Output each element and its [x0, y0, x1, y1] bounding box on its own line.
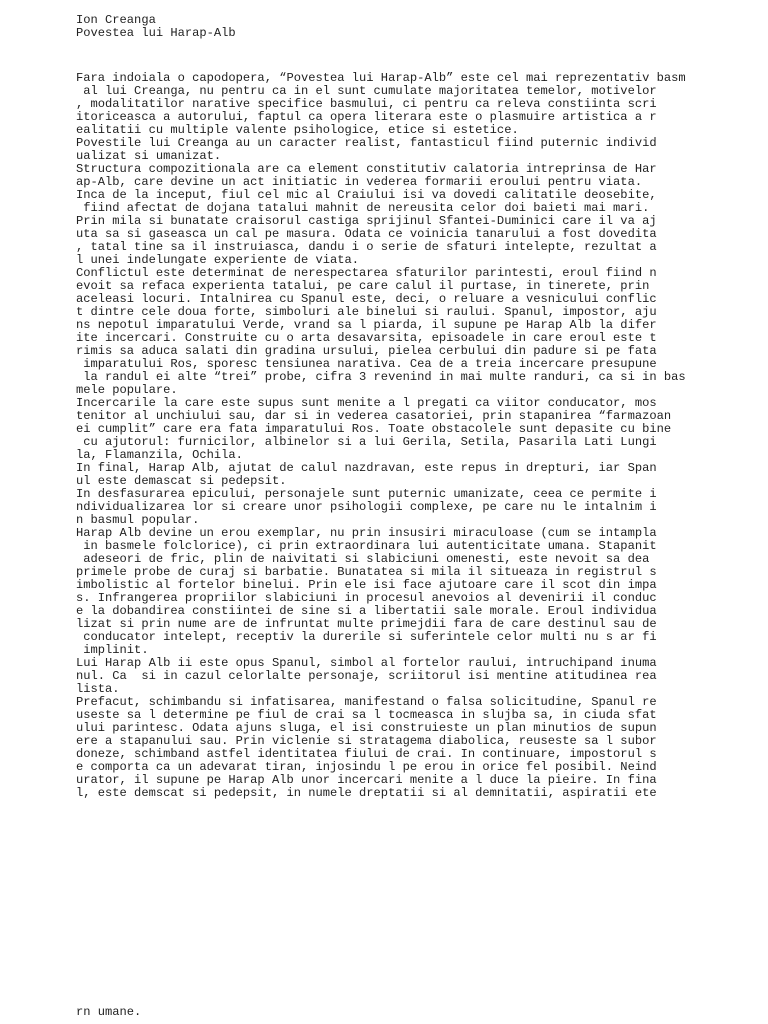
text-line: uta sa si gaseasca un cal pe masura. Odata ce voinicia tanarului a fost dovedita — [76, 227, 657, 241]
text-line: evoit sa refaca experienta tatalui, pe care calul il purtase, in tinerete, prin — [76, 279, 650, 293]
text-line: in basmele folclorice), ci prin extraordinara lui autenticitate umana. Stapanit — [76, 539, 657, 553]
text-line: Prin mila si bunatate craisorul castiga sprijinul Sfantei-Duminici care il va aj — [76, 214, 657, 228]
text-line: nul. Ca si in cazul celorlalte personaje, scriitorul isi mentine atitudinea rea — [76, 669, 657, 683]
text-line: In desfasurarea epicului, personajele sunt puternic umanizate, ceea ce permite i — [76, 487, 657, 501]
text-line: l, este demscat si pedepsit, in numele dreptatii si al demnitatii, aspiratii ete — [76, 786, 657, 800]
text-line: al lui Creanga, nu pentru ca in el sunt cumulate majoritatea temelor, motivelor — [76, 84, 657, 98]
text-line: Harap Alb devine un erou exemplar, nu prin insusiri miraculoase (cum se intampla — [76, 526, 657, 540]
text-line: e comporta ca un adevarat tiran, injosindu l pe erou in orice fel posibil. Neind — [76, 760, 657, 774]
text-line: mele populare. — [76, 383, 178, 397]
text-line: la, Flamanzila, Ochila. — [76, 448, 243, 462]
text-line: fiind afectat de dojana tatalui mahnit de nereusita celor doi baieti mai mari. — [76, 201, 650, 215]
text-line: implinit. — [76, 643, 149, 657]
text-line: Fara indoiala o capodopera, “Povestea lui Harap-Alb” este cel mai reprezentativ basm — [76, 71, 686, 85]
text-line: Prefacut, schimbandu si infatisarea, manifestand o falsa solicitudine, Spanul re — [76, 695, 657, 709]
text-line: imparatului Ros, sporesc tensiunea narativa. Cea de a treia incercare presupune — [76, 357, 657, 371]
text-line: adeseori de fric, plin de naivitati si slabiciuni omenesti, este nevoit sa dea — [76, 552, 650, 566]
text-line: tenitor al unchiului sau, dar si in vederea casatoriei, prin stapanirea “farmazoan — [76, 409, 672, 423]
author-name: Ion Creanga — [76, 13, 156, 27]
continuation-line: rn umane. — [76, 1005, 142, 1019]
text-line: la randul ei alte “trei” probe, cifra 3 revenind in mai multe randuri, ca si in bas — [76, 370, 686, 384]
text-line: ndividualizarea lor si creare unor psihologii complexe, pe care nu le intalnim i — [76, 500, 657, 514]
text-line: itoriceasca a autorului, faptul ca opera literara este o plasmuire artistica a r — [76, 110, 657, 124]
text-line: Povestile lui Creanga au un caracter realist, fantasticul fiind puternic individ — [76, 136, 657, 150]
text-line: lista. — [76, 682, 120, 696]
text-line: t dintre cele doua forte, simboluri ale binelui si raului. Spanul, impostor, aju — [76, 305, 657, 319]
text-line: aceleasi locuri. Intalnirea cu Spanul este, deci, o reluare a vesnicului conflic — [76, 292, 657, 306]
text-line: lizat si prin nume are de infruntat multe primejdii fara de care destinul sau de — [76, 617, 657, 631]
text-line: n basmul popular. — [76, 513, 200, 527]
text-line: e la dobandirea constiintei de sine si a libertatii sale morale. Eroul individua — [76, 604, 657, 618]
text-line: ns nepotul imparatului Verde, vrand sa l piarda, il supune pe Harap Alb la difer — [76, 318, 657, 332]
text-line: ite incercari. Construite cu o arta desavarsita, episoadele in care eroul este t — [76, 331, 657, 345]
text-line: ei cumplit” care era fata imparatului Ros. Toate obstacolele sunt depasite cu bine — [76, 422, 672, 436]
text-line: ualizat si umanizat. — [76, 149, 222, 163]
text-line: l unei indelungate experiente de viata. — [76, 253, 360, 267]
document-header — [76, 14, 236, 40]
text-line: Lui Harap Alb ii este opus Spanul, simbol al fortelor raului, intruchipand inuma — [76, 656, 657, 670]
text-line: Structura compozitionala are ca element constitutiv calatoria intreprinsa de Har — [76, 162, 657, 176]
text-line: Conflictul este determinat de nerespectarea sfaturilor parintesti, eroul fiind n — [76, 266, 657, 280]
text-line: ul este demascat si pedepsit. — [76, 474, 287, 488]
text-line: , modalitatilor narative specifice basmului, ci pentru ca releva constiinta scri — [76, 97, 657, 111]
text-line: ere a stapanului sau. Prin viclenie si stratagema diabolica, reuseste sa l subor — [76, 734, 657, 748]
text-line: ap-Alb, care devine un act initiatic in vederea formarii eroului pentru viata. — [76, 175, 643, 189]
text-line: ului parintesc. Odata ajuns sluga, el isi construieste un plan minutios de supun — [76, 721, 657, 735]
document-body — [76, 72, 686, 800]
text-line: imbolistic al fortelor binelui. Prin ele isi face ajutoare care il scot din impa — [76, 578, 657, 592]
document-title: Povestea lui Harap-Alb — [76, 26, 236, 40]
text-line: Inca de la inceput, fiul cel mic al Craiului isi va dovedi calitatile deosebite, — [76, 188, 657, 202]
page-footer-continuation — [76, 1006, 141, 1019]
text-line: primele probe de curaj si barbatie. Bunatatea si mila il situeaza in registrul s — [76, 565, 657, 579]
text-line: rimis sa aduca salati din gradina ursului, pielea cerbului din padure si pe fata — [76, 344, 657, 358]
text-line: conducator intelept, receptiv la durerile si suferintele celor multi nu s ar fi — [76, 630, 657, 644]
text-line: Incercarile la care este supus sunt menite a l pregati ca viitor conducator, mos — [76, 396, 657, 410]
text-line: , tatal tine sa il instruiasca, dandu i o serie de sfaturi intelepte, rezultat a — [76, 240, 657, 254]
text-line: doneze, schimband astfel identitatea fiului de crai. In continuare, impostorul s — [76, 747, 657, 761]
text-line: urator, il supune pe Harap Alb unor incercari menite a l duce la pieire. In fina — [76, 773, 657, 787]
text-line: ealitatii cu multiple valente psihologice, etice si estetice. — [76, 123, 519, 137]
text-line: cu ajutorul: furnicilor, albinelor si a lui Gerila, Setila, Pasarila Lati Lungi — [76, 435, 657, 449]
text-line: In final, Harap Alb, ajutat de calul nazdravan, este repus in drepturi, iar Span — [76, 461, 657, 475]
text-line: useste sa l determine pe fiul de crai sa l tocmeasca in slujba sa, in ciuda sfat — [76, 708, 657, 722]
text-line: s. Infrangerea propriilor slabiciuni in procesul anevoios al devenirii il conduc — [76, 591, 657, 605]
